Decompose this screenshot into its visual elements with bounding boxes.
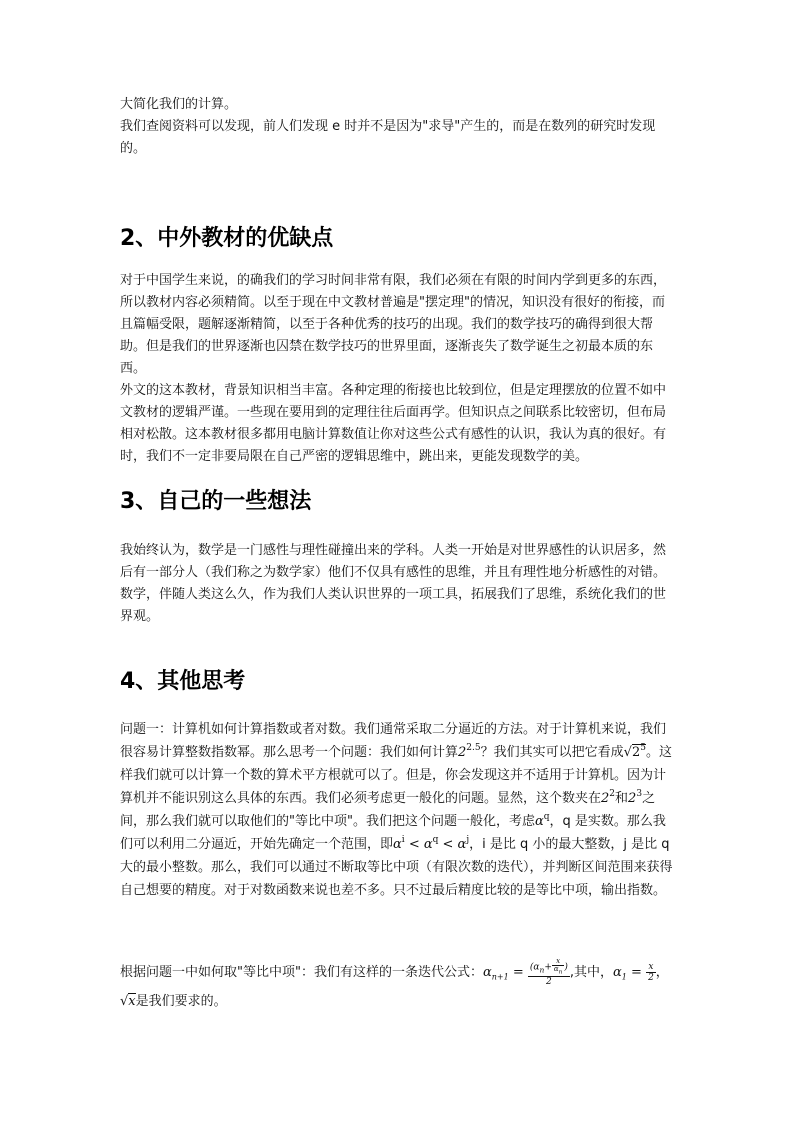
section-4-heading: 4、其他思考 <box>120 669 246 694</box>
question-1-paragraph <box>120 718 676 902</box>
q1-text-c: 。这样我们就可以计算一个数的算术平方根就可以了。但是，你会发现这并不适用于计算机。因为计算机并不能识别这么具体的东西。我们必须考虑更一般化的问题。显然，这个数夹在 <box>120 745 672 806</box>
intro-paragraph-1: 大简化我们的计算。 <box>120 97 238 112</box>
formula-initial-value: $\alpha_1$ = $\frac{x}{2}$ <box>613 962 654 984</box>
formula-sqrt-2-pow-5: $√2^5$ <box>623 743 646 760</box>
formula-2-pow-2-5: $2^{2.5}$ <box>458 743 481 760</box>
formula-2-pow-3: $2^3$ <box>628 789 643 806</box>
q1-text-d: 和 <box>615 791 629 806</box>
formula-sqrt-x: √x <box>120 993 136 1009</box>
section-2-paragraph-1: 对于中国学生来说，的确我们的学习时间非常有限，我们必须在有限的时间内学到更多的东西，所以教材内容必须精简。以至于现在中文教材普遍是"摆定理"的情况，知识没有很好的衔接，而且篇幅受限，题解逐渐精简，以至于各种优秀的技巧的出现。我们的数学技巧的确得到很大帮助。但是我们的世界逐渐也囚禁在数学技巧的世界里面，逐渐丧失了数学诞生之初最本质的东西。 <box>120 273 667 376</box>
q2-text-a: 根据问题一中如何取"等比中项"：我们有这样的一条迭代公式： <box>120 965 483 981</box>
q2-text-b: ,其中， <box>569 965 614 981</box>
formula-range-inequality: $\alpha^i < \alpha^q < \alpha^j$ <box>393 835 470 852</box>
section-2-heading: 2、中外教材的优缺点 <box>120 226 334 251</box>
section-3-heading: 3、自己的一些想法 <box>120 489 312 514</box>
intro-paragraph-2: 我们查阅资料可以发现，前人们发现 e 时并不是因为"求导"产生的，而是在数列的研究时发现的。 <box>120 119 656 156</box>
q1-text-a: 问题一：计算机如何计算指数或者对数。我们通常采取二分逼近的方法。对于计算机来说，我们很容易计算整数指数幂。那么思考一个问题：我们如何计算 <box>120 722 667 760</box>
formula-iteration: $\alpha_{n+1}$ = ($\alpha_n+$ $\frac{x}{\alpha_n}$ ) 2 <box>482 957 568 988</box>
q1-text-e: 之间，那么我们就可以取他们的"等比中项"。我们把这个问题一般化，考虑 <box>120 791 656 829</box>
section-2-paragraph-2: 外文的这本教材，背景知识相当丰富。各种定理的衔接也比较到位，但是定理摆放的位置不如中文教材的逻辑严谨。一些现在要用到的定理往往后面再学。但知识点之间联系比较密切，但布局相对松散。这本教材很多都用电脑计算数值让你对这些公式有感性的认识，我认为真的很好。有时，我们不一定非要局限在自己严密的逻辑思维中，跳出来，更能发现数学的美。 <box>120 383 667 464</box>
question-2-paragraph: 根据问题一中如何取"等比中项"：我们有这样的一条迭代公式：$\alpha_{n+1}$ = ($\alpha_n+$ $\frac{x}{\alpha_n}$ ) 2 ,其中，$\alpha_1$ = $\frac{x}{2}$ ， √x是我们要求的。 <box>120 957 669 1009</box>
q2-text-c: 是我们要求的。 <box>135 993 227 1009</box>
formula-2-pow-2: $2^2$ <box>601 789 616 806</box>
formula-a-pow-q: $\alpha^q$ <box>534 812 550 829</box>
q1-text-f: ，q 是实数。那么我们可以利用二分逼近，开始先确定一个范围，即 <box>120 814 666 852</box>
q1-text-g: ，i 是比 q 小的最大整数，j 是比 q 大的最小整数。那么，我们可以通过不断取等比中项（有限次数的迭代），并判断区间范围来获得自己想要的精度。对于对数函数来说也差不多。只不过最后精度比较的是等比中项，输出指数。 <box>120 837 673 898</box>
q1-text-b: ？我们其实可以把它看成 <box>480 745 624 760</box>
section-3-paragraph-1: 我始终认为，数学是一门感性与理性碰撞出来的学科。人类一开始是对世界感性的认识居多，然后有一部分人（我们称之为数学家）他们不仅具有感性的思维，并且有理性地分析感性的对错。数学，伴随人类这么久，作为我们人类认识世界的一项工具，拓展我们了思维，系统化我们的世界观。 <box>120 543 667 624</box>
